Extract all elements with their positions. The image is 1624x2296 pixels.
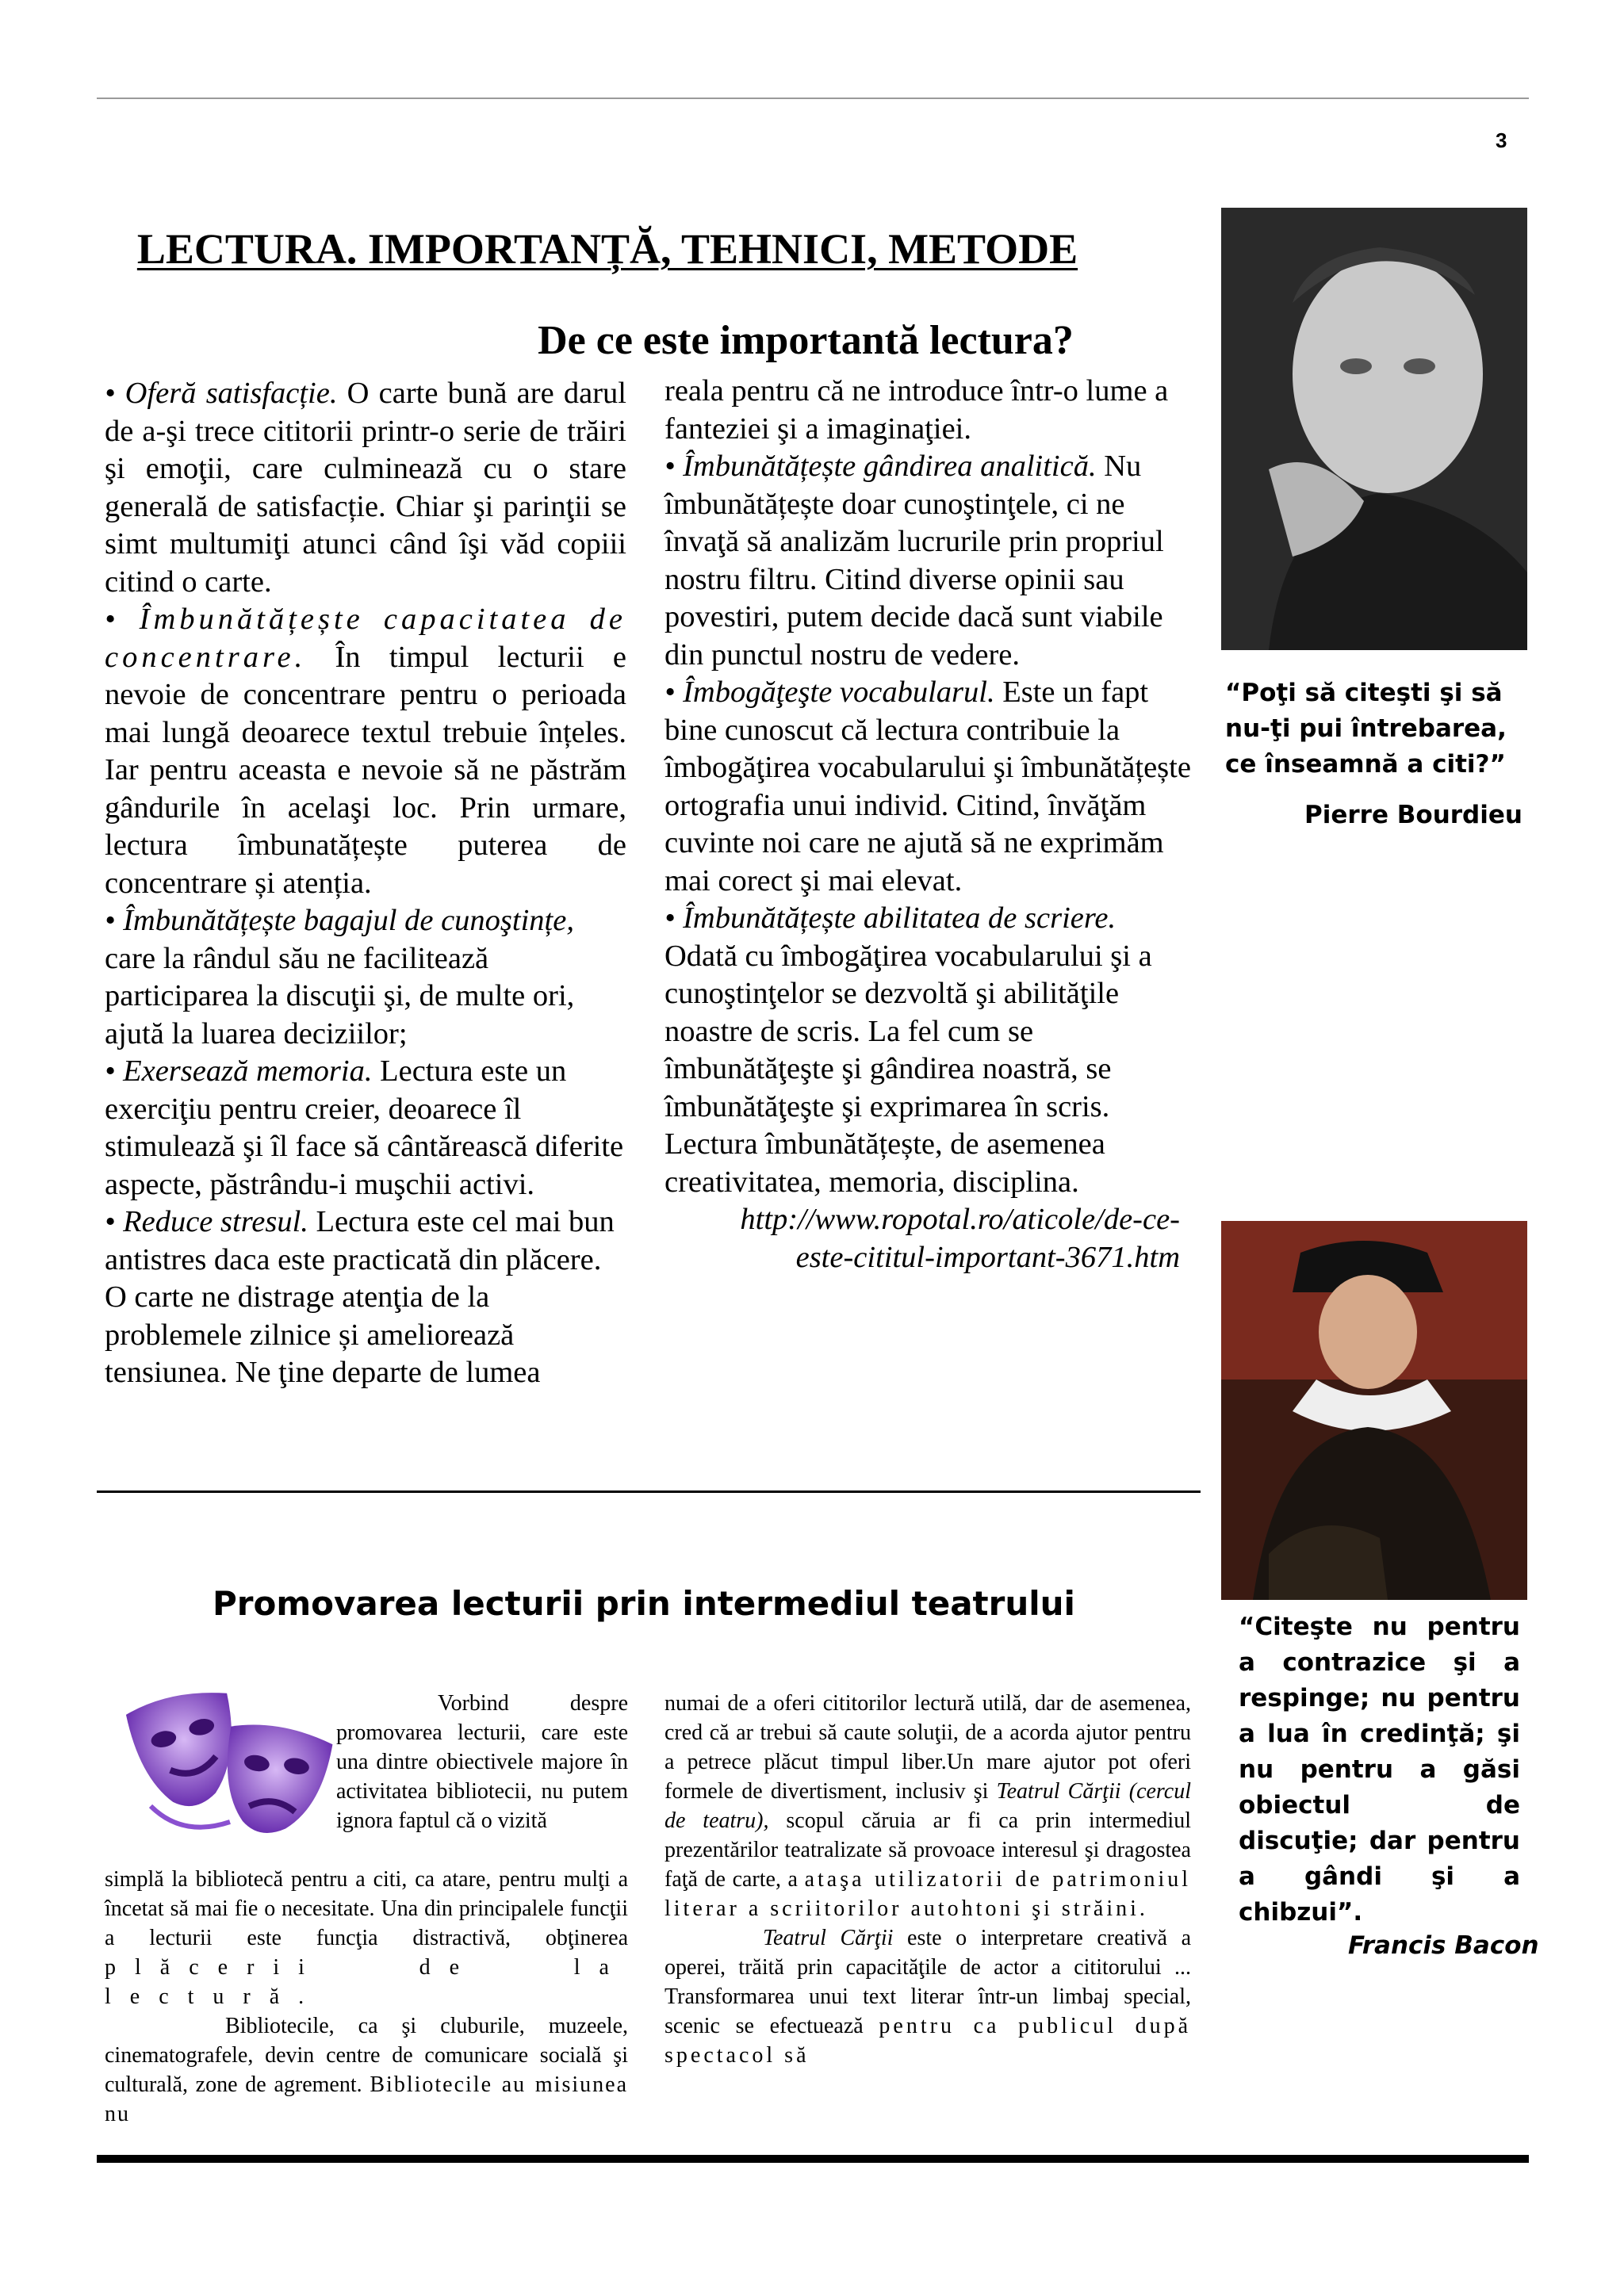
article2-title: Promovarea lecturii prin intermediul teatrului bbox=[213, 1584, 1075, 1623]
theatre-masks-icon bbox=[119, 1687, 341, 1843]
portrait-pierre-bourdieu bbox=[1221, 208, 1527, 650]
footer-rule bbox=[97, 2155, 1529, 2163]
bullet-heading: • Îmbunătățește abilitatea de scriere. bbox=[665, 901, 1116, 935]
paragraph-concluzie bbox=[665, 1126, 1196, 1201]
paragraph-memoria bbox=[105, 1053, 626, 1203]
source-line: http://www.ropotal.ro/aticole/de-ce- bbox=[740, 1203, 1180, 1236]
paragraph-text: Lectura este cel mai bun antistres daca este practicată din plăcere. O carte ne distrage atenţia de la problemele zilnice și ameliorează tensiunea. Ne ţine departe de lumea bbox=[105, 1205, 615, 1389]
paragraph-concentrare bbox=[105, 601, 626, 902]
source-link[interactable] bbox=[665, 1201, 1196, 1276]
article2-column-1 bbox=[105, 1865, 628, 2129]
bullet-heading: • Oferă satisfacție. bbox=[105, 377, 338, 410]
paragraph-stresul bbox=[105, 1203, 626, 1392]
paragraph-satisfactie bbox=[105, 375, 626, 601]
portrait-francis-bacon bbox=[1221, 1221, 1527, 1600]
portrait-photo-2 bbox=[1221, 1221, 1527, 1600]
paragraph-text-spaced: ataşa utilizatorii de patrimoniul literar a scriitorilor autohtoni şi străini. bbox=[665, 1867, 1192, 1921]
paragraph-text: Odată cu îmbogăţirea vocabularului şi a cunoştinţelor se dezvoltă şi abilităţile noastre de scris. La fel cum se îmbunătăţeşte şi gândirea noastră, se îmbunătăţeşte şi exprimarea în scris. bbox=[665, 939, 1152, 1123]
paragraph-text bbox=[105, 2011, 628, 2129]
quote-bourdieu: “Poţi să citeşti şi să nu-ţi pui întrebarea, ce înseamnă a citi?” bbox=[1225, 679, 1507, 779]
article-column-1 bbox=[105, 375, 626, 1392]
quote-author-bourdieu: Pierre Bourdieu bbox=[1304, 801, 1522, 829]
paragraph-gandire bbox=[665, 448, 1196, 674]
paragraph-text bbox=[665, 1923, 1191, 2070]
article-subtitle: De ce este importantă lectura? bbox=[538, 318, 1074, 363]
paragraph-text: reala pentru că ne introduce într-o lume a fanteziei şi a imaginaţiei. bbox=[665, 374, 1169, 446]
paragraph-emphasis: Teatrul Cărţii (cercul de teatru), bbox=[665, 1779, 1191, 1833]
paragraph-scriere bbox=[665, 900, 1196, 1126]
paragraph-text-part: scopul căruia ar fi ca prin intermediul prezentărilor teatralizate să provoace interesul şi dragostea faţă de carte, a bbox=[665, 1808, 1191, 1892]
paragraph-text-part: simplă la bibliotecă pentru a citi, ca atare, pentru mulţi a încetat să mai fie o necesitate. Una din principalele funcţii a lecturii este funcţia distractivă, obţinerea bbox=[105, 1867, 628, 1950]
bullet-heading: • Reduce stresul. bbox=[105, 1205, 308, 1238]
quote-bacon: “Citeşte nu pentru a contrazice şi a respinge; nu pentru a lua în credinţă; şi nu pentru a găsi obiectul de discuţie; dar pentru a gândi şi a chibzui”. bbox=[1239, 1613, 1520, 1927]
paragraph-text: Lectura îmbunătățește, de asemenea creativitatea, memoria, disciplina. bbox=[665, 1127, 1105, 1199]
theatre-masks-drawing bbox=[119, 1687, 341, 1843]
paragraph-text-spaced: plăcerii de la lectură. bbox=[105, 1955, 628, 2009]
paragraph-text: Vorbind despre promovarea lecturii, care este una dintre obiectivele majore în activitatea bibliotecii, nu putem ignora faptul că o vizită bbox=[336, 1691, 628, 1833]
paragraph-text: Nu îmbunătățește doar cunoştinţele, ci ne învaţă să analizăm lucrurile prin propriul nostru filtru. Citind diverse opinii sau povestiri, putem decide dacă sunt viabile din punctul nostru de vedere. bbox=[665, 450, 1164, 672]
bullet-heading: • Exersează memoria. bbox=[105, 1054, 373, 1088]
portrait-photo-1 bbox=[1221, 208, 1527, 650]
article2-column-2 bbox=[665, 1689, 1191, 2070]
paragraph-text: Lectura este un exerciţiu pentru creier, deoarece îl stimulează şi îl face să cântărească diferite aspecte, păstrându-i muşchii activi. bbox=[105, 1054, 624, 1201]
bullet-heading: • Îmbunătățește capacitatea de concentrare. bbox=[105, 603, 626, 674]
paragraph-cunostinte bbox=[105, 902, 626, 1053]
article2-column-1-top bbox=[336, 1689, 628, 1835]
paragraph-text-spaced: pentru ca publicul după spectacol să bbox=[665, 2014, 1191, 2068]
paragraph-emphasis: Teatrul Cărţii bbox=[763, 1926, 894, 1950]
bullet-heading: • Îmbunătățește gândirea analitică. bbox=[665, 450, 1097, 483]
paragraph-text-part: Bibliotecile, ca şi cluburile, muzeele, cinematografele, devin centre de comunicare socială şi culturală, zone de agrement. bbox=[105, 2014, 628, 2097]
quote-author-bacon: Francis Bacon bbox=[1348, 1931, 1539, 1960]
bullet-heading: • Îmbunătățește bagajul de cunoştințe, bbox=[105, 904, 574, 937]
article-title bbox=[95, 224, 1120, 274]
paragraph-text bbox=[665, 1689, 1191, 1923]
paragraph-text: care la rândul său ne facilitează participarea la discuţii şi, de multe ori, ajută la luarea deciziilor; bbox=[105, 941, 575, 1050]
paragraph-vocabular bbox=[665, 674, 1196, 900]
paragraph-continuation bbox=[665, 373, 1196, 448]
paragraph-text-part: Bibliotecile au misiunea nu bbox=[105, 2072, 629, 2126]
paragraph-text-part: este o interpretare creativă a operei, trăită prin capacităţile de actor a cititorului ... Transformarea unui text literar într-un limbaj special, scenic se efectuează bbox=[665, 1926, 1192, 2038]
source-line: este-cititul-important-3671.htm bbox=[795, 1240, 1180, 1274]
section-divider bbox=[97, 1490, 1201, 1493]
paragraph-text: În timpul lecturii e nevoie de concentrare pentru o perioada mai lungă deoarece textul trebuie înțeles. Iar pentru aceasta e nevoie să ne păstrăm gândurile în acelaşi loc. Prin urmare, lectura îmbunatățește puterea de concentrare și atenția. bbox=[105, 640, 626, 900]
bullet-heading: • Îmbogăţeşte vocabularul. bbox=[665, 675, 995, 709]
paragraph-text: Este un fapt bine cunoscut că lectura contribuie la îmbogăţirea vocabularului şi îmbunătățește ortografia unui individ. Citind, învăţăm cuvinte noi care ne ajută să ne exprimăm mai corect şi mai elevat. bbox=[665, 675, 1191, 897]
page-number: 3 bbox=[1496, 128, 1507, 152]
article-column-2 bbox=[665, 373, 1196, 1276]
paragraph-text-part: numai de a oferi cititorilor lectură utilă, dar de asemenea, cred că ar trebui să caute soluţii, de a acorda ajutor pentru a petrece plăcut timpul liber.Un mare ajutor pot oferi formele de divertisment, inclusiv şi bbox=[665, 1691, 1191, 1804]
paragraph-text: O carte bună are darul de a-şi trece cititorii printr-o serie de trăiri şi emoţii, care culminează cu o stare generală de satisfacție. Chiar şi parinţii se simt multumiţi atunci când îşi văd copiii citind o carte. bbox=[105, 377, 626, 599]
paragraph-text bbox=[105, 1865, 628, 2011]
article-title-text: LECTURA. IMPORTANȚĂ, TEHNICI, METODE bbox=[136, 225, 1078, 273]
header-rule bbox=[97, 98, 1529, 99]
